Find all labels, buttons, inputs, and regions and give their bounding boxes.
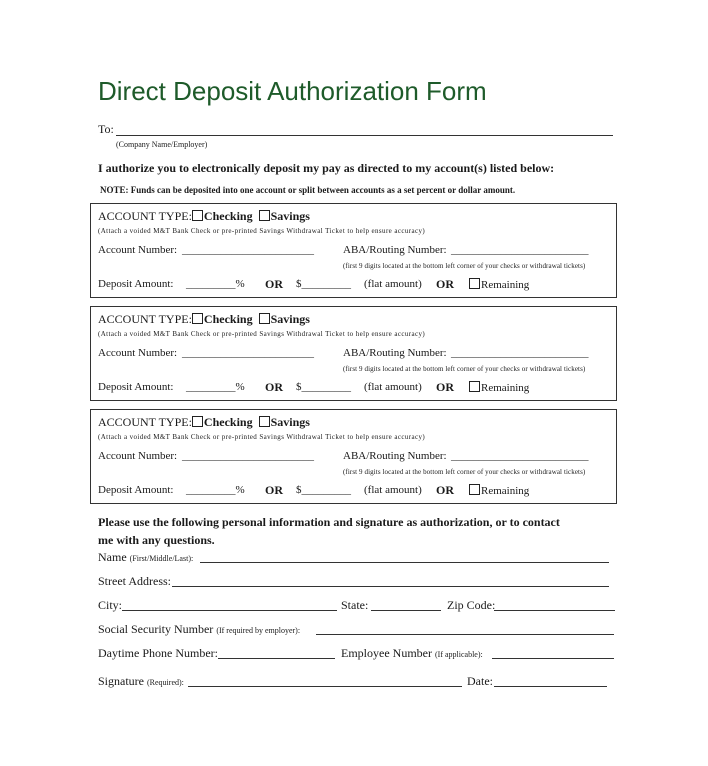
remaining-option[interactable]	[469, 278, 529, 291]
flat-amount-label: (flat amount)	[364, 381, 422, 393]
flat-amount-label: (flat amount)	[364, 278, 422, 290]
name-label: Name	[98, 550, 127, 564]
or-label-2: OR	[436, 277, 454, 291]
checking-label: Checking	[203, 312, 253, 326]
city-label: City:	[98, 598, 123, 612]
date-field[interactable]	[494, 686, 607, 687]
to-field[interactable]	[116, 135, 613, 136]
dollar-field[interactable]: $_________	[296, 484, 351, 496]
signature-label-group	[98, 674, 184, 689]
street-label: Street Address:	[98, 574, 171, 588]
routing-label: ABA/Routing Number:	[343, 347, 447, 359]
to-sublabel: (Company Name/Employer)	[116, 140, 208, 149]
checking-checkbox[interactable]	[192, 416, 203, 427]
personal-intro-line-1: Please use the following personal information and signature as authorization, or to contact	[98, 515, 560, 529]
savings-checkbox[interactable]	[259, 416, 270, 427]
account-section-2	[90, 306, 617, 401]
account-type-label: ACCOUNT TYPE:	[98, 312, 192, 326]
signature-label: Signature	[98, 674, 144, 688]
form-title: Direct Deposit Authorization Form	[98, 76, 487, 106]
signature-hint: (Required):	[147, 678, 184, 687]
percent-field[interactable]: _________%	[186, 381, 245, 393]
ssn-label: Social Security Number	[98, 622, 214, 636]
street-field[interactable]	[172, 586, 609, 587]
remaining-checkbox[interactable]	[469, 381, 480, 392]
authorize-statement: I authorize you to electronically deposit my pay as directed to my account(s) listed below:	[98, 161, 555, 175]
remaining-option[interactable]	[469, 381, 529, 394]
routing-note: (first 9 digits located at the bottom left corner of your checks or withdrawal tickets)	[343, 365, 586, 373]
routing-field[interactable]: _________________________	[451, 450, 589, 462]
dollar-field[interactable]: $_________	[296, 381, 351, 393]
ssn-hint: (If required by employer):	[216, 626, 301, 635]
or-label-2: OR	[436, 483, 454, 497]
remaining-checkbox[interactable]	[469, 278, 480, 289]
name-field[interactable]	[200, 562, 609, 563]
attach-note: (Attach a voided M&T Bank Check or pre-printed Savings Withdrawal Ticket to help ensure accuracy)	[98, 433, 426, 441]
deposit-amount-label: Deposit Amount:	[98, 278, 174, 290]
ssn-label-group	[98, 622, 300, 637]
savings-checkbox[interactable]	[259, 313, 270, 324]
account-number-label: Account Number:	[98, 347, 178, 359]
savings-checkbox[interactable]	[259, 210, 270, 221]
savings-label: Savings	[270, 415, 310, 429]
remaining-label: Remaining	[481, 485, 530, 497]
percent-field[interactable]: _________%	[186, 484, 245, 496]
phone-label: Daytime Phone Number:	[98, 646, 218, 660]
routing-label: ABA/Routing Number:	[343, 244, 447, 256]
employee-field[interactable]	[492, 658, 614, 659]
account-section-1	[90, 203, 617, 298]
savings-label: Savings	[270, 209, 310, 223]
name-label-group	[98, 550, 193, 565]
employee-label: Employee Number	[341, 646, 432, 660]
savings-label: Savings	[270, 312, 310, 326]
percent-field[interactable]: _________%	[186, 278, 245, 290]
to-label: To:	[98, 122, 114, 136]
employee-label-group	[341, 646, 483, 661]
account-number-field[interactable]: ________________________	[182, 450, 314, 462]
account-type-label: ACCOUNT TYPE:	[98, 415, 192, 429]
phone-field[interactable]	[218, 658, 335, 659]
state-field[interactable]	[371, 610, 441, 611]
remaining-label: Remaining	[481, 279, 530, 291]
or-label-1: OR	[265, 483, 283, 497]
account-number-field[interactable]: ________________________	[182, 244, 314, 256]
deposit-amount-label: Deposit Amount:	[98, 484, 174, 496]
state-label: State:	[341, 598, 369, 612]
ssn-field[interactable]	[316, 634, 614, 635]
routing-note: (first 9 digits located at the bottom left corner of your checks or withdrawal tickets)	[343, 262, 586, 270]
signature-field[interactable]	[188, 686, 462, 687]
remaining-checkbox[interactable]	[469, 484, 480, 495]
name-hint: (First/Middle/Last):	[129, 554, 194, 563]
personal-intro-line-2: me with any questions.	[98, 533, 215, 547]
checking-label: Checking	[203, 209, 253, 223]
flat-amount-label: (flat amount)	[364, 484, 422, 496]
account-type-row	[98, 312, 310, 327]
account-number-field[interactable]: ________________________	[182, 347, 314, 359]
zip-field[interactable]	[494, 610, 615, 611]
routing-note: (first 9 digits located at the bottom left corner of your checks or withdrawal tickets)	[343, 468, 586, 476]
deposit-amount-label: Deposit Amount:	[98, 381, 174, 393]
zip-label: Zip Code:	[447, 598, 496, 612]
remaining-option[interactable]	[469, 484, 529, 497]
city-field[interactable]	[122, 610, 337, 611]
account-type-row	[98, 209, 310, 224]
routing-field[interactable]: _________________________	[451, 347, 589, 359]
account-number-label: Account Number:	[98, 244, 178, 256]
account-type-row	[98, 415, 310, 430]
routing-label: ABA/Routing Number:	[343, 450, 447, 462]
account-number-label: Account Number:	[98, 450, 178, 462]
routing-field[interactable]: _________________________	[451, 244, 589, 256]
or-label-1: OR	[265, 277, 283, 291]
checking-checkbox[interactable]	[192, 313, 203, 324]
attach-note: (Attach a voided M&T Bank Check or pre-printed Savings Withdrawal Ticket to help ensure accuracy)	[98, 330, 426, 338]
note-text: NOTE: Funds can be deposited into one account or split between accounts as a set percent or dollar amount.	[100, 185, 516, 195]
checking-checkbox[interactable]	[192, 210, 203, 221]
or-label-1: OR	[265, 380, 283, 394]
or-label-2: OR	[436, 380, 454, 394]
account-section-3	[90, 409, 617, 504]
checking-label: Checking	[203, 415, 253, 429]
attach-note: (Attach a voided M&T Bank Check or pre-printed Savings Withdrawal Ticket to help ensure accuracy)	[98, 227, 426, 235]
account-type-label: ACCOUNT TYPE:	[98, 209, 192, 223]
employee-hint: (If applicable):	[434, 650, 483, 659]
dollar-field[interactable]: $_________	[296, 278, 351, 290]
remaining-label: Remaining	[481, 382, 530, 394]
date-label: Date:	[467, 674, 493, 688]
